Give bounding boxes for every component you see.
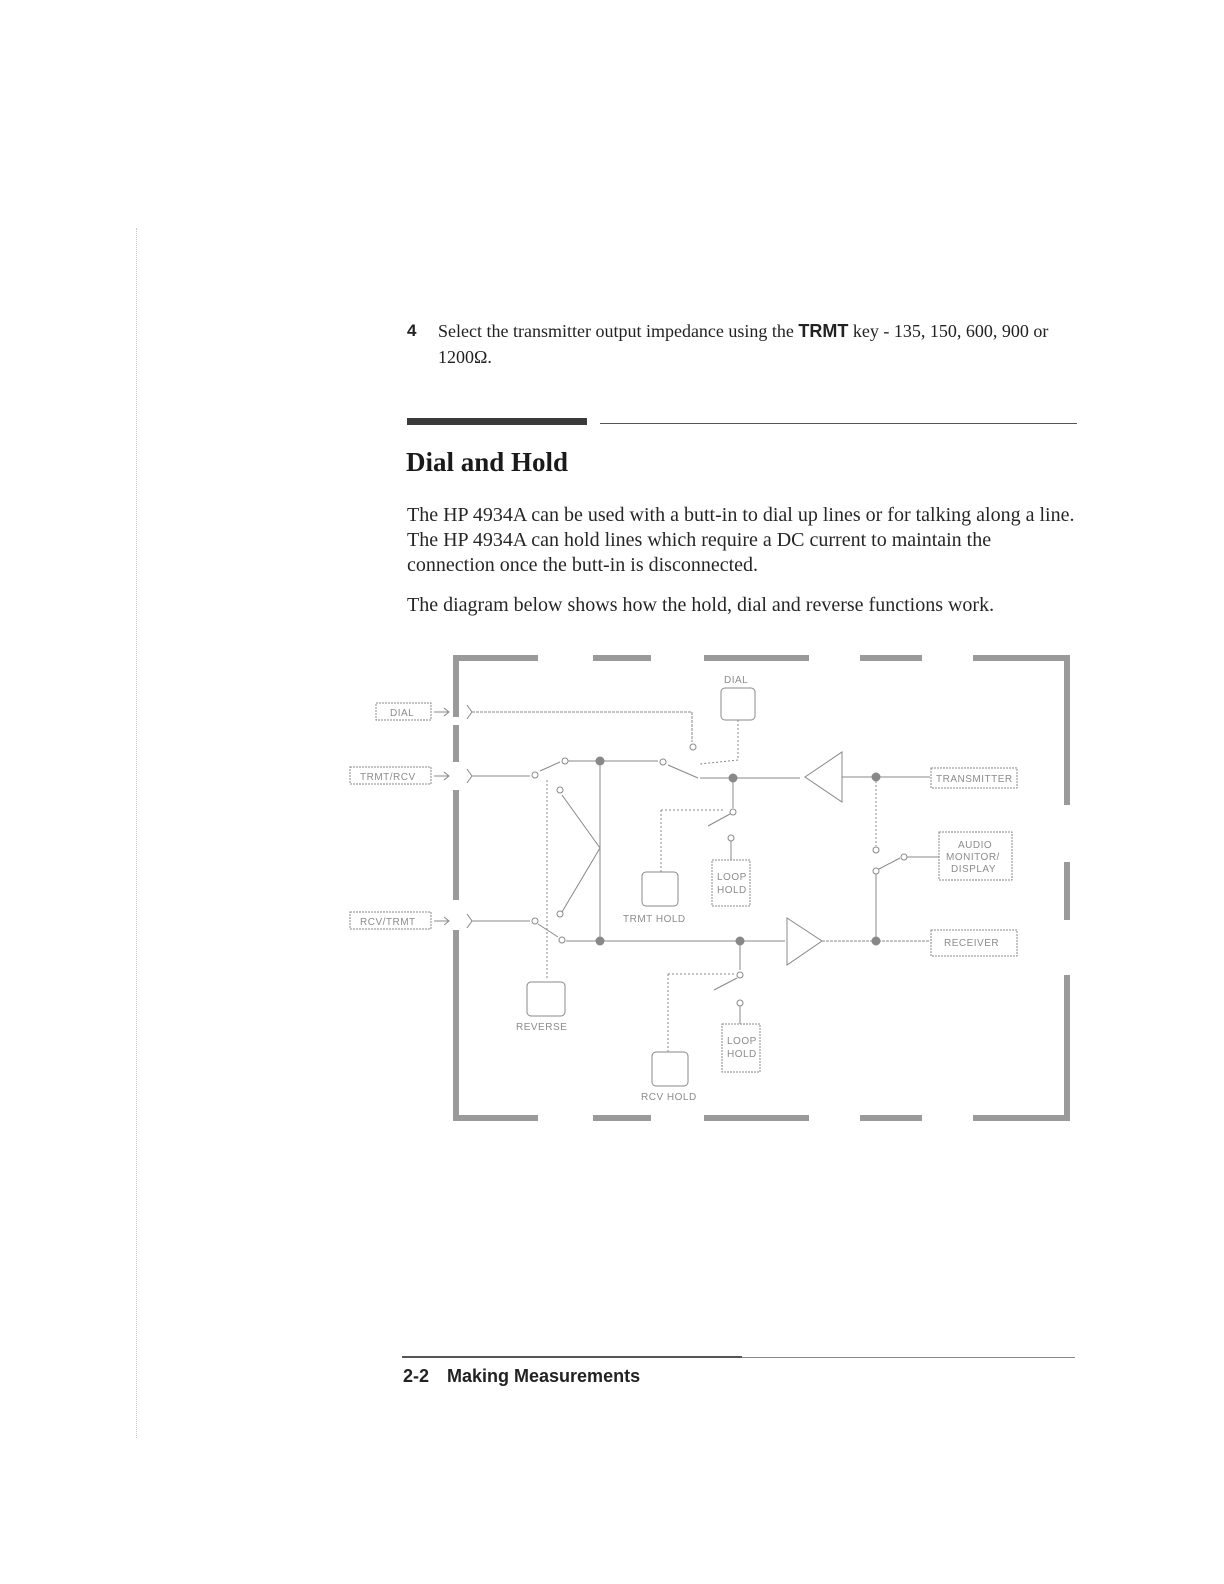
enclosure-frame <box>453 655 1070 1121</box>
trmt-hold-key-box <box>642 872 678 906</box>
section-paragraph-2: The diagram below shows how the hold, dial and reverse functions work. <box>407 594 995 616</box>
rcv-loop-hold-label-1: LOOP <box>727 1036 757 1047</box>
rcv-hold-label: RCV HOLD <box>641 1092 697 1103</box>
rcv-loop-hold-box <box>722 1024 760 1072</box>
trmt-loop-hold-label-1: LOOP <box>717 872 747 883</box>
page-footer <box>403 1364 640 1388</box>
input-trmt-rcv-label: TRMT/RCV <box>360 772 416 783</box>
footer-page-number: 2-2 <box>403 1366 430 1386</box>
reverse-key-box <box>527 982 565 1016</box>
trmt-loop-hold-label-2: HOLD <box>717 885 747 896</box>
audio-label-3: DISPLAY <box>951 864 996 875</box>
step-key-name: TRMT <box>798 321 849 341</box>
footer-chapter-title: Making Measurements <box>447 1366 641 1386</box>
step-text-before: Select the transmitter output impedance using the <box>438 321 799 341</box>
reverse-switch <box>562 795 600 912</box>
audio-label-1: AUDIO <box>958 840 993 851</box>
audio-label-2: MONITOR/ <box>946 852 1000 863</box>
transmitter-amp <box>805 752 842 802</box>
rcv-loop-hold-label-2: HOLD <box>727 1049 757 1060</box>
dial-line <box>472 712 692 742</box>
footer-rule-dark <box>402 1356 742 1358</box>
receiver-amp <box>787 918 822 965</box>
trmt-loop-hold-box <box>712 860 750 906</box>
dial-key-box <box>721 688 755 720</box>
section-title: Dial and Hold <box>406 447 569 477</box>
trmt-hold-label: TRMT HOLD <box>623 914 686 925</box>
step-text-after: key - 135, 150, 600, 900 or 1200Ω. <box>438 321 1049 367</box>
dial-label: DIAL <box>724 675 749 686</box>
input-dial-label: DIAL <box>390 708 415 719</box>
rcv-hold-key-box <box>652 1052 688 1086</box>
transmitter-label: TRANSMITTER <box>936 774 1013 785</box>
trmt-arrow <box>434 769 472 783</box>
input-rcv-trmt-label: RCV/TRMT <box>360 917 416 928</box>
rcv-arrow <box>434 914 472 928</box>
section-paragraph-1: The HP 4934A can be used with a butt-in to dial up lines or for talking along a line. The HP 4934A can hold lines which require a DC current to maintain the connection once the butt-in is disconnected. <box>407 504 1075 576</box>
footer-rule-light <box>742 1357 1075 1358</box>
reverse-label: REVERSE <box>516 1022 568 1033</box>
step-number: 4 <box>407 321 417 340</box>
receiver-label: RECEIVER <box>944 938 1000 949</box>
